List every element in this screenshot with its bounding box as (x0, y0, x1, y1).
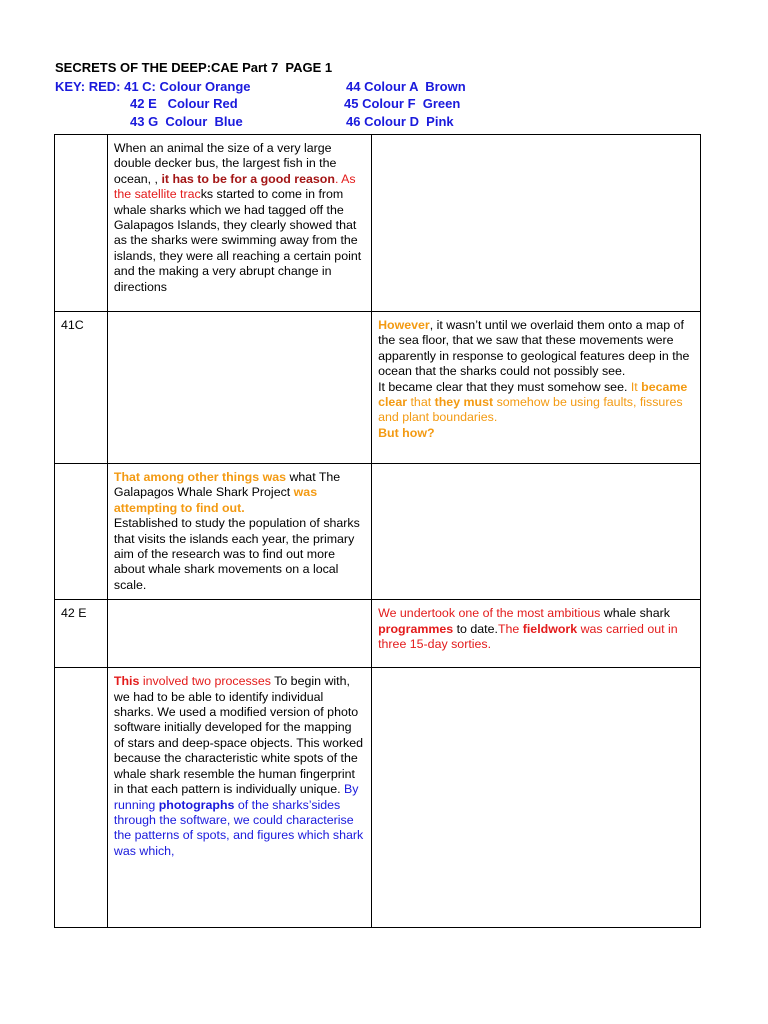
row-label (55, 135, 108, 312)
right-cell: However, it wasn’t until we overlaid them onto a map of the sea floor, that we saw that these movements were apparently in response to geological features deep in the ocean that the sharks could not possibly see. It became clear that they must somehow see. It became clear that they must somehow be using faults, fissures and plant boundaries. But how? (372, 312, 701, 464)
table-row (55, 464, 701, 600)
page-title: SECRETS OF THE DEEP:CAE Part 7 PAGE 1 (55, 60, 333, 75)
key-line-3-right: 46 Colour D Pink (346, 114, 454, 129)
row-label (55, 668, 108, 928)
text-table (54, 134, 701, 928)
left-cell (107, 312, 371, 464)
key-line-1-left: KEY: RED: 41 C: Colour Orange (55, 79, 251, 94)
row-label: 41C (55, 312, 108, 464)
key-line-2-right: 45 Colour F Green (344, 96, 461, 111)
key-line-1-right: 44 Colour A Brown (346, 79, 466, 94)
key-line-2-left: 42 E Colour Red (130, 96, 238, 111)
left-cell: That among other things was what The Galapagos Whale Shark Project was attempting to find out. Established to study the population of sharks that visits the islands each year, the primary aim of the research was to find out more about whale shark movements on a local scale. (107, 464, 371, 600)
left-cell: This involved two processes To begin with, we had to be able to identify individual sharks. We used a modified version of photo software initially developed for the mapping of stars and deep-space objects. This worked because the characteristic white spots of the whale shark resemble the human fingerprint in that each pattern is individually unique. By running photographs of the sharks’sides through the software, we could characterise the patterns of spots, and figures which shark was which, (107, 668, 371, 928)
table-row (55, 600, 701, 668)
row-label: 42 E (55, 600, 108, 668)
row-label (55, 464, 108, 600)
left-cell (107, 600, 371, 668)
table-row (55, 312, 701, 464)
table-row (55, 135, 701, 312)
right-cell (372, 464, 701, 600)
table-row (55, 668, 701, 928)
right-cell: We undertook one of the most ambitious whale shark programmes to date.The fieldwork was carried out in three 15-day sorties. (372, 600, 701, 668)
right-cell (372, 135, 701, 312)
left-cell: When an animal the size of a very large double decker bus, the largest fish in the ocean, , it has to be for a good reason. As the satellite tracks started to come in from whale sharks which we had tagged off the Galapagos Islands, they clearly showed that as the sharks were swimming away from the islands, they were all reaching a certain point and the making a very abrupt change in directions (107, 135, 371, 312)
right-cell (372, 668, 701, 928)
key-line-3-left: 43 G Colour Blue (130, 114, 243, 129)
